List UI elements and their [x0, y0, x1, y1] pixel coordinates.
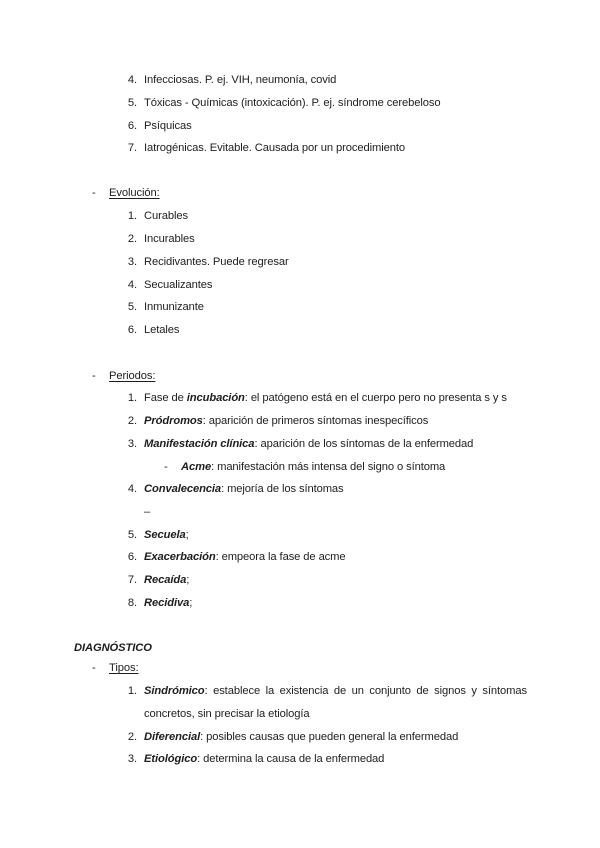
list-text — [144, 684, 527, 698]
list-number: 5. — [127, 529, 137, 541]
list-number: 7. — [127, 142, 137, 154]
list-text: Incurables — [144, 233, 195, 245]
list-number: 3. — [127, 438, 137, 450]
definition: : empeora la fase de acme — [215, 551, 346, 563]
list-text: Letales — [144, 324, 180, 336]
list-number: 2. — [127, 233, 137, 245]
definition: : determina la causa de la enfermedad — [197, 753, 385, 765]
bullet-dash: - — [92, 370, 96, 382]
list-number: 1. — [127, 392, 137, 404]
term: Convalecencia — [144, 483, 222, 495]
list-text — [144, 528, 189, 542]
bullet-dash: - — [92, 187, 96, 199]
list-number: 3. — [127, 256, 137, 268]
term: Pródromos — [144, 415, 203, 427]
term: Exacerbación — [144, 551, 216, 563]
term: Etiológico — [144, 753, 198, 765]
section-title: Tipos: — [109, 662, 139, 674]
term: Recidiva — [144, 597, 190, 609]
definition: : aparición de primeros síntomas inespecíficos — [202, 415, 429, 427]
term: Acme — [181, 461, 212, 473]
term: Secuela — [144, 529, 186, 541]
list-number: 6. — [127, 120, 137, 132]
definition: : el patógeno está en el cuerpo pero no presenta s y s — [244, 392, 507, 404]
term: Diferencial — [144, 731, 201, 743]
term: Manifestación clínica — [144, 438, 255, 450]
bullet-dash: - — [164, 461, 168, 473]
list-text: Curables — [144, 210, 188, 222]
list-text — [144, 482, 344, 496]
list-number: 2. — [127, 731, 137, 743]
list-number: 1. — [127, 210, 137, 222]
bullet-dash: – — [144, 506, 151, 518]
list-number: 4. — [127, 279, 137, 291]
list-number: 5. — [127, 301, 137, 313]
section-title: Evolución: — [109, 187, 160, 199]
list-text — [144, 550, 346, 564]
definition: : manifestación más intensa del signo o síntoma — [211, 461, 446, 473]
list-text — [144, 596, 192, 610]
term: incubación — [186, 392, 245, 404]
list-text: Iatrogénicas. Evitable. Causada por un procedimiento — [144, 142, 405, 154]
list-text — [144, 437, 473, 451]
list-text: Psíquicas — [144, 120, 192, 132]
definition: : posibles causas que pueden general la enfermedad — [200, 731, 459, 743]
definition: : establece la existencia de un conjunto de signos y síntomas — [204, 685, 527, 697]
list-number: 1. — [127, 685, 137, 697]
definition: ; — [185, 529, 189, 541]
text-prefix: Fase de — [144, 392, 187, 404]
definition: : aparición de los síntomas de la enfermedad — [254, 438, 474, 450]
list-text — [144, 573, 189, 587]
list-text: concretos, sin precisar la etiología — [144, 708, 310, 720]
list-number: 6. — [127, 324, 137, 336]
term: Recaída — [144, 574, 187, 586]
page-heading-diagnostico: DIAGNÓSTICO — [74, 642, 152, 654]
list-text: Secualizantes — [144, 279, 213, 291]
bullet-dash: - — [92, 662, 96, 674]
list-number: 4. — [127, 74, 137, 86]
list-text: Infecciosas. P. ej. VIH, neumonía, covid — [144, 74, 337, 86]
list-number: 4. — [127, 483, 137, 495]
list-number: 7. — [127, 574, 137, 586]
section-title: Periodos: — [109, 370, 156, 382]
list-text: Inmunizante — [144, 301, 204, 313]
list-text — [144, 752, 384, 766]
list-number: 2. — [127, 415, 137, 427]
definition: ; — [186, 574, 190, 586]
list-number: 5. — [127, 97, 137, 109]
list-text: Recidivantes. Puede regresar — [144, 256, 289, 268]
list-number: 3. — [127, 753, 137, 765]
term: Sindrómico — [144, 685, 205, 697]
list-text — [144, 730, 458, 744]
definition: : mejoría de los síntomas — [221, 483, 344, 495]
definition: ; — [189, 597, 193, 609]
list-text: Tóxicas - Químicas (intoxicación). P. ej. síndrome cerebeloso — [144, 97, 441, 109]
list-text — [144, 391, 507, 405]
list-text — [144, 414, 428, 428]
list-text — [181, 460, 445, 474]
list-number: 8. — [127, 597, 137, 609]
list-number: 6. — [127, 551, 137, 563]
